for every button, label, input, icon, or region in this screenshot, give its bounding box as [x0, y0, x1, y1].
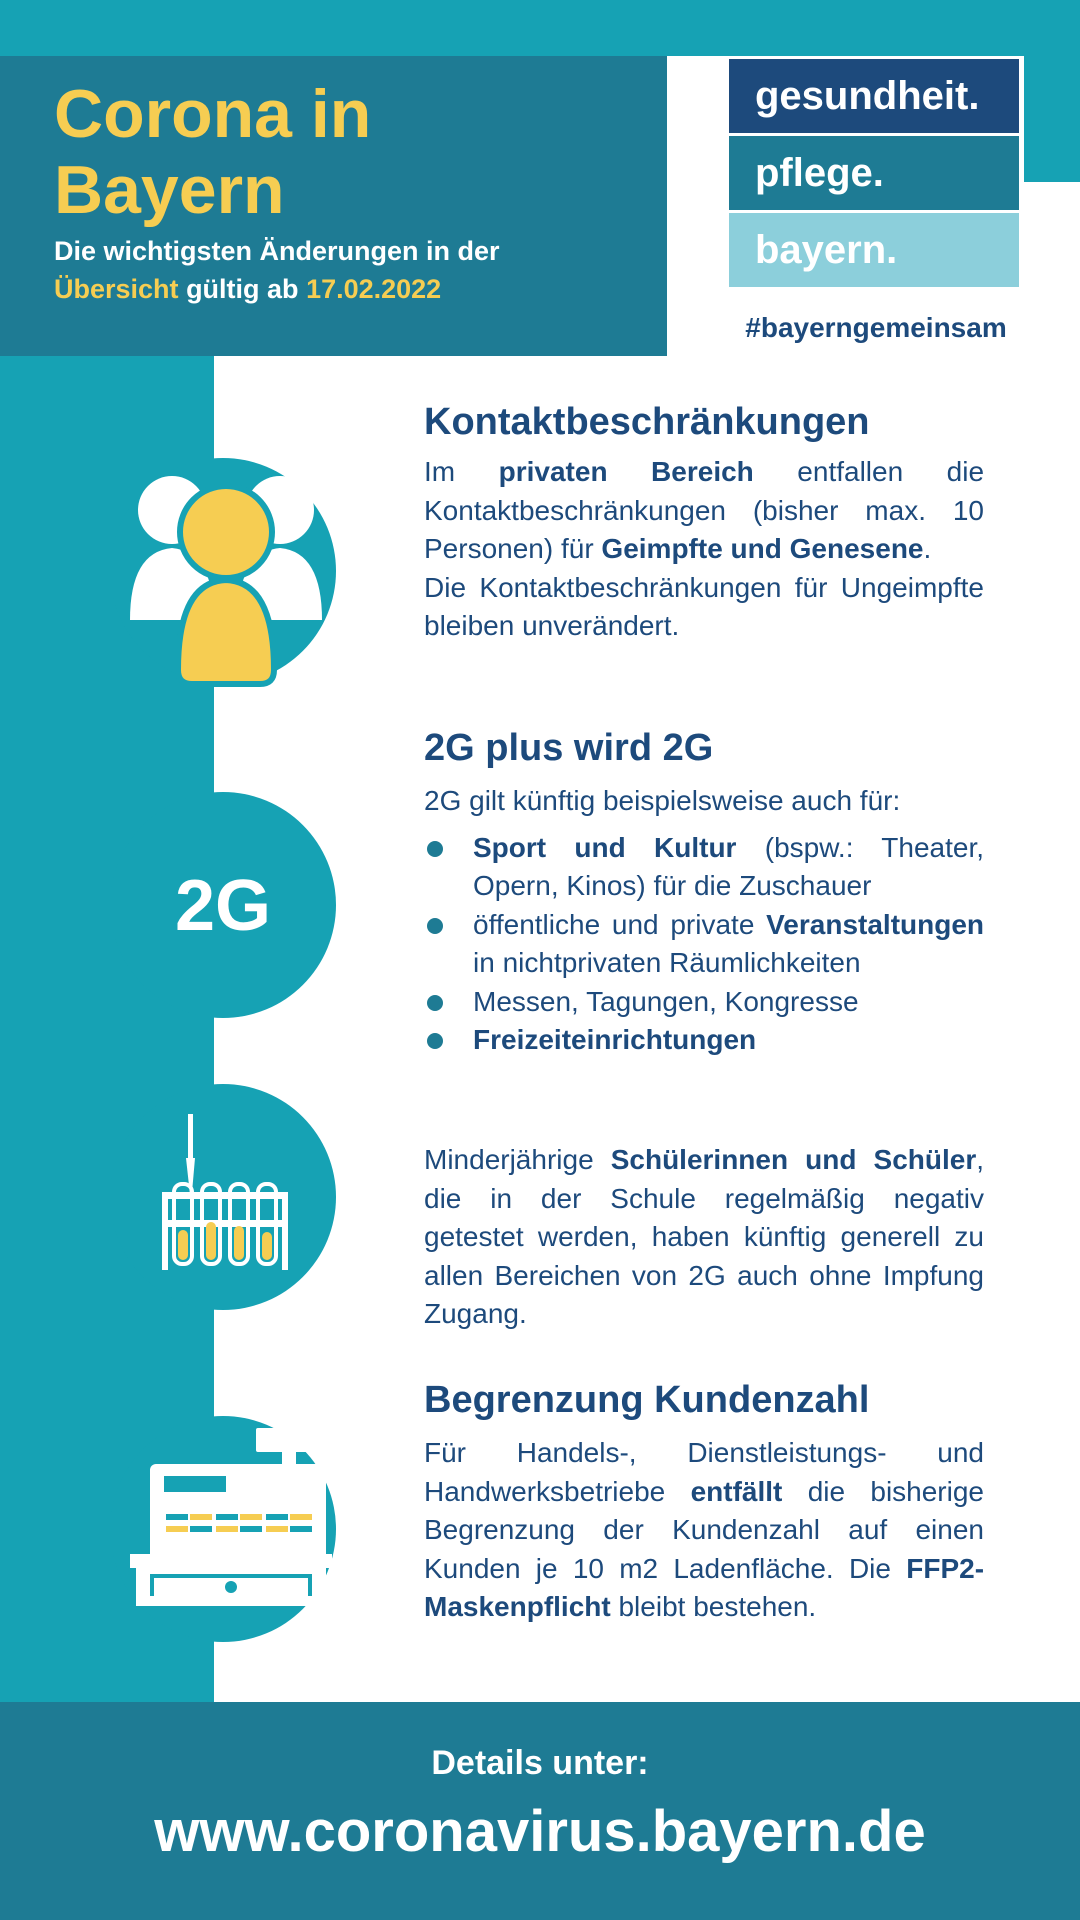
test-tubes-icon	[160, 1112, 290, 1272]
text-fragment: entfallen die Kontaktbeschränkungen (bisher max. 10 Personen) für	[424, 456, 985, 564]
logo-line-gesundheit: gesundheit.	[726, 56, 1022, 136]
subtitle-line-2	[54, 270, 654, 308]
paragraph-2g-intro: 2G gilt künftig beispielsweise auch für:	[424, 785, 901, 816]
page-title	[54, 76, 654, 228]
text-fragment: die bisherige Begrenzung der Kundenzahl auf einen Kunden je 10 m2 Ladenfläche. Die	[424, 1475, 985, 1584]
subtitle-mid: gültig ab	[186, 274, 299, 304]
top-right-strip	[1024, 0, 1080, 182]
text-bold: entfällt	[690, 1475, 783, 1507]
list-2g-areas	[424, 829, 984, 1060]
2g-badge: 2G	[174, 866, 272, 946]
text-bold: Veranstaltungen	[766, 908, 985, 940]
section-2g	[424, 726, 984, 1060]
text-bold: FFP2-Maskenpflicht	[424, 1552, 985, 1622]
page-subtitle	[54, 232, 654, 308]
heading-contact-restrictions: Kontaktbeschränkungen	[424, 401, 870, 443]
paragraph-unvaccinated: Die Kontaktbeschränkungen für Ungeimpfte bleiben unverändert.	[424, 571, 984, 641]
text-fragment: Messen, Tagungen, Kongresse	[473, 985, 859, 1017]
text-bold: Geimpfte und Genesene	[601, 533, 924, 564]
list-item	[424, 983, 984, 1022]
logo-line-pflege: pflege.	[726, 133, 1022, 213]
text-fragment: öffentliche und private	[473, 908, 755, 940]
text-bold: privaten Bereich	[498, 456, 754, 487]
text-fragment: , die in der Schule regelmäßig negativ getestet werden, haben künftig generell zu allen Bereichen von 2G auch ohne Impfung Zugang.	[424, 1144, 985, 1329]
text-bold: Sport und Kultur	[473, 831, 737, 863]
text-fragment: in nichtprivaten Räumlichkeiten	[473, 947, 861, 978]
heading-2g: 2G plus wird 2G	[424, 727, 714, 769]
title-line-2: Bayern	[54, 152, 285, 228]
text-fragment: Minderjährige	[424, 1144, 594, 1175]
top-band	[0, 0, 1080, 56]
ministry-logo	[726, 56, 1022, 290]
text-fragment: Im	[424, 456, 456, 487]
hashtag: #bayerngemeinsam	[745, 312, 1007, 343]
people-group-icon	[126, 470, 326, 690]
paragraph-private-area	[424, 453, 984, 569]
footer-label: Details unter:	[431, 1744, 649, 1782]
paragraph-students	[424, 1141, 984, 1334]
section-students	[424, 1141, 984, 1334]
subtitle-line-1: Die wichtigsten Änderungen in der	[54, 236, 500, 266]
text-fragment: bleibt bestehen.	[618, 1591, 817, 1622]
text-bold: Freizeiteinrichtungen	[473, 1024, 757, 1055]
logo-line-bayern: bayern.	[726, 210, 1022, 290]
subtitle-highlight: Übersicht	[54, 274, 179, 304]
list-item	[424, 906, 984, 983]
subtitle-date: 17.02.2022	[306, 274, 442, 304]
text-fragment: (bspw.: Theater, Opern, Kinos) für die Zuschauer	[473, 831, 984, 901]
paragraph-customer-limit	[424, 1434, 984, 1627]
list-item	[424, 1021, 984, 1060]
heading-customer-limit: Begrenzung Kundenzahl	[424, 1379, 870, 1421]
list-item	[424, 829, 984, 906]
footer-url-link[interactable]: www.coronavirus.bayern.de	[154, 1799, 926, 1864]
section-contact-restrictions	[424, 400, 984, 646]
text-fragment: Für Handels-, Dienstleistungs- und Handwerksbetriebe	[424, 1437, 984, 1507]
cash-register-icon	[128, 1426, 334, 1608]
text-fragment: .	[923, 533, 932, 564]
text-bold: Schülerinnen und Schüler	[610, 1144, 977, 1175]
section-customer-limit	[424, 1378, 984, 1627]
title-line-1: Corona in	[54, 76, 372, 152]
